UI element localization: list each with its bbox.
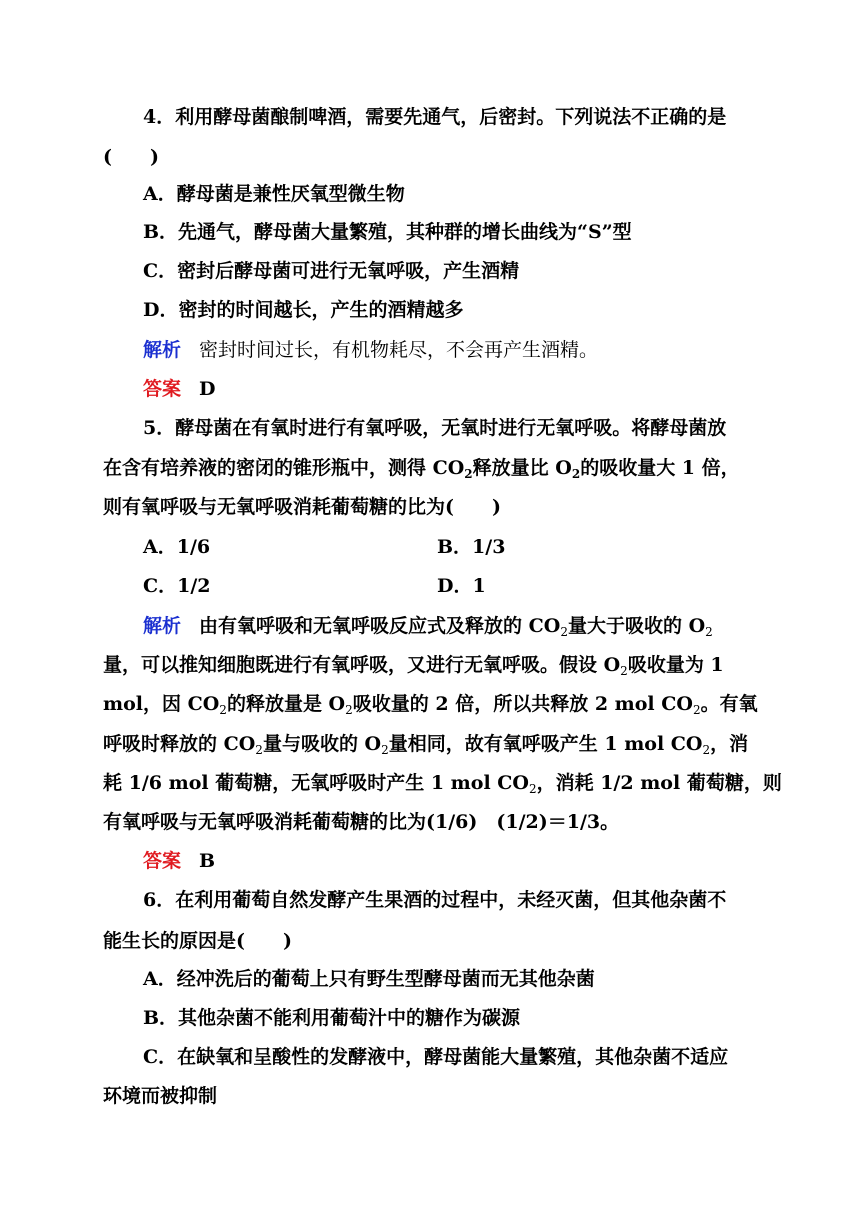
- q5-stem-line3: 则有氧呼吸与无氧呼吸消耗葡萄糖的比为( ): [103, 496, 501, 518]
- q5-analysis-text: 吸收量的 2 倍，所以共释放 2 mol CO: [352, 693, 693, 715]
- q5-analysis-text: 吸收量为 1: [627, 654, 724, 676]
- q5-analysis-line4: [103, 731, 758, 757]
- q4-option-c: C．密封后酵母菌可进行无氧呼吸，产生酒精: [143, 260, 520, 282]
- q5-analysis-text: 耗 1/6 mol 葡萄糖，无氧呼吸时产生 1 mol CO: [103, 772, 529, 794]
- subscript: 2: [464, 467, 473, 481]
- subscript: 2: [255, 743, 263, 757]
- q5-analysis-text: ，消耗 1/2 mol 葡萄糖，则: [536, 772, 782, 794]
- q5-analysis-text: 量与吸收的 O: [262, 733, 382, 755]
- q5-analysis-text: 呼吸时释放的 CO: [103, 733, 256, 755]
- q4-answer: [143, 376, 758, 402]
- q4-analysis-label: 解析: [143, 339, 182, 361]
- subscript: 2: [705, 625, 713, 639]
- subscript: 2: [702, 743, 711, 757]
- subscript: 2: [571, 467, 581, 481]
- q6-option-a: A．经冲洗后的葡萄上只有野生型酵母菌而无其他杂菌: [143, 968, 595, 990]
- q5-analysis-text: 有氧呼吸与无氧呼吸消耗葡萄糖的比为(1/6) (1/2)＝1/3。: [103, 811, 620, 833]
- q5-answer: [143, 848, 758, 874]
- subscript: 2: [219, 703, 227, 717]
- q5-option-b: B．1/3: [437, 536, 506, 558]
- q4-answer-value: D: [199, 378, 216, 400]
- q6-option-b: B．其他杂菌不能利用葡萄汁中的糖作为碳源: [143, 1007, 521, 1029]
- q5-option-c: C．1/2: [143, 575, 211, 597]
- q5-option-a: A．1/6: [143, 536, 211, 558]
- q5-analysis-text: 量，可以推知细胞既进行有氧呼吸，又进行无氧呼吸。假设 O: [103, 654, 621, 676]
- q5-stem-line2: [103, 455, 758, 481]
- subscript: 2: [345, 703, 353, 717]
- q5-analysis-text: 由有氧呼吸和无氧呼吸反应式及释放的 CO: [199, 615, 561, 637]
- q5-analysis-line2: [103, 652, 758, 678]
- q4-option-a: A．酵母菌是兼性厌氧型微生物: [143, 183, 405, 205]
- q5-analysis-line3: [103, 691, 758, 717]
- q4-option-d: D．密封的时间越长，产生的酒精越多: [143, 299, 464, 321]
- q5-analysis-label: 解析: [143, 615, 182, 637]
- q5-answer-value: B: [199, 850, 216, 872]
- q4-stem-line2: ( ): [103, 146, 159, 168]
- q4-answer-label: 答案: [143, 378, 182, 400]
- q5-answer-label: 答案: [143, 850, 182, 872]
- q6-option-c-line1: C．在缺氧和呈酸性的发酵液中，酵母菌能大量繁殖，其他杂菌不适应: [143, 1046, 729, 1068]
- q6-option-c-line2: 环境而被抑制: [103, 1085, 218, 1107]
- q5-analysis-text: ，消: [710, 733, 749, 755]
- q5-option-d: D．1: [437, 575, 486, 597]
- q6-stem-line2: 能生长的原因是( ): [103, 930, 292, 952]
- subscript: 2: [528, 782, 537, 796]
- q5-analysis-line6: [103, 809, 758, 835]
- q5-stem-line2-part2: 释放量比 O: [472, 457, 572, 479]
- q5-stem-line1: 5．酵母菌在有氧时进行有氧呼吸，无氧时进行无氧呼吸。将酵母菌放: [143, 417, 727, 439]
- q5-analysis-text: 量相同，故有氧呼吸产生 1 mol CO: [388, 733, 703, 755]
- subscript: 2: [620, 664, 628, 678]
- q5-stem-line2-part1: 在含有培养液的密闭的锥形瓶中，测得 CO: [103, 457, 465, 479]
- q4-analysis: [143, 337, 758, 363]
- q6-stem-line1: 6．在利用葡萄自然发酵产生果酒的过程中，未经灭菌，但其他杂菌不: [143, 889, 727, 911]
- q5-analysis-text: 。有氧: [700, 693, 758, 715]
- q5-analysis-line1: [143, 613, 758, 639]
- q5-stem-line2-part3: 的吸收量大 1 倍，: [580, 457, 740, 479]
- subscript: 2: [560, 625, 568, 639]
- subscript: 2: [381, 743, 389, 757]
- subscript: 2: [692, 703, 701, 717]
- q5-analysis-text: mol，因 CO: [103, 693, 220, 715]
- q4-analysis-text: 密封时间过长，有机物耗尽，不会再产生酒精。: [199, 339, 599, 361]
- q4-stem-line1: 4．利用酵母菌酿制啤酒，需要先通气，后密封。下列说法不正确的是: [143, 106, 727, 128]
- q5-analysis-line5: [103, 770, 782, 796]
- q5-analysis-text: 的释放量是 O: [226, 693, 346, 715]
- q5-analysis-text: 量大于吸收的 O: [567, 615, 706, 637]
- q4-option-b: B．先通气，酵母菌大量繁殖，其种群的增长曲线为“S”型: [143, 221, 632, 243]
